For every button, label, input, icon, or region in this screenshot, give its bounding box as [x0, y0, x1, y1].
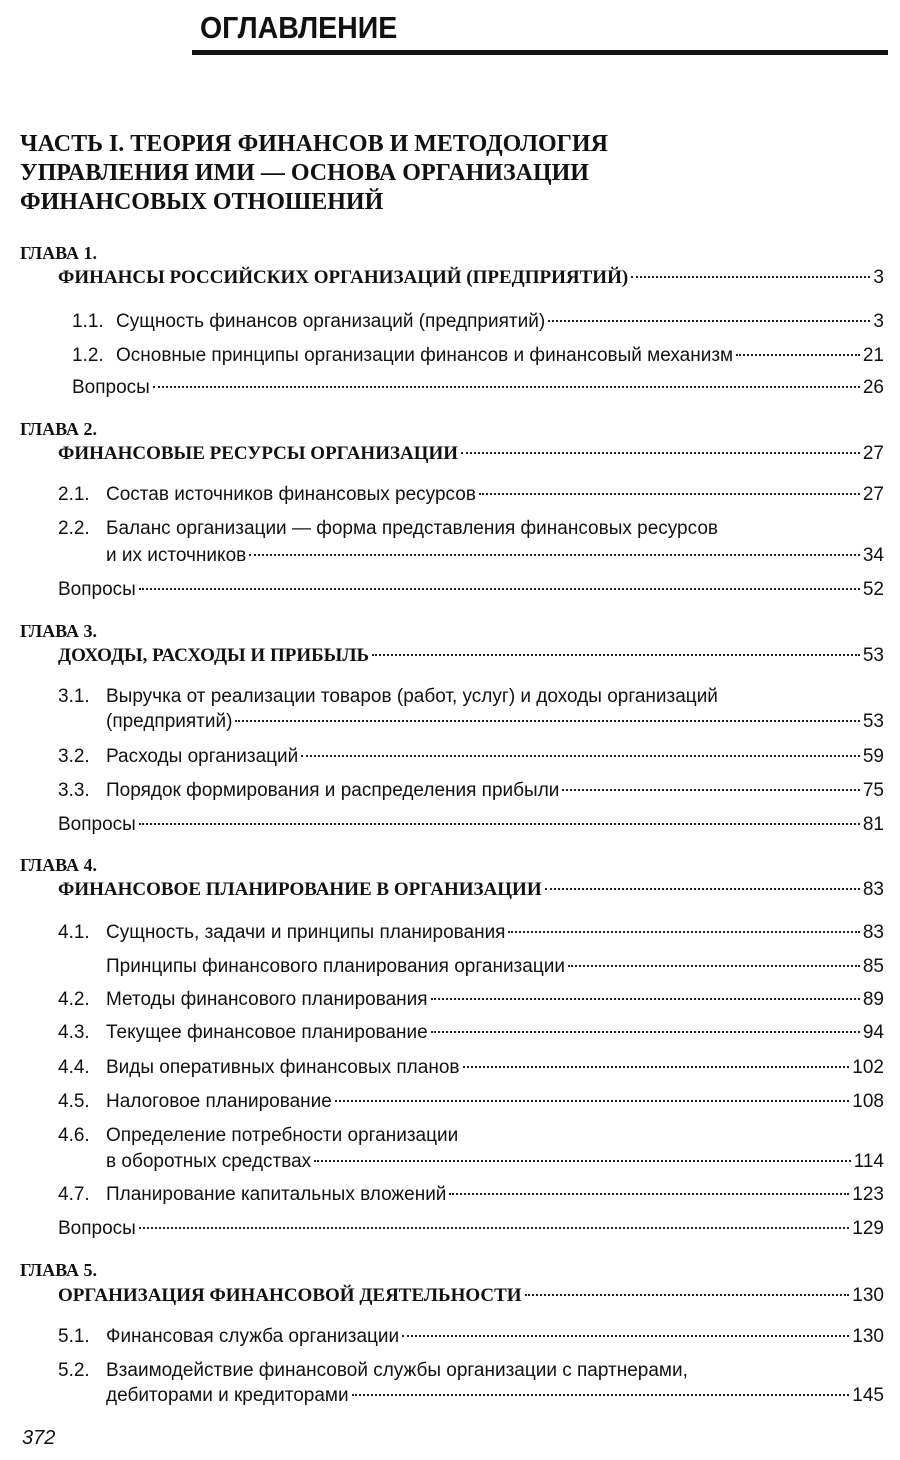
toc-entry[interactable]	[58, 578, 884, 602]
toc-entry[interactable]	[58, 483, 884, 507]
entry-number: 5.1.	[58, 1326, 90, 1347]
entry-text: в оборотных средствах	[106, 1151, 312, 1172]
entry-text: Состав источников финансовых ресурсов	[106, 484, 476, 505]
dot-leader	[631, 276, 870, 278]
entry-number: 4.5.	[58, 1091, 90, 1112]
page-ref: 3	[873, 311, 884, 332]
entry-number: 4.3.	[58, 1022, 90, 1043]
entry-text: Финансовая служба организации	[106, 1326, 400, 1347]
toc-entry[interactable]	[58, 1090, 884, 1114]
entry-text: Вопросы	[72, 377, 150, 398]
page-ref: 94	[862, 1022, 884, 1043]
entry-number: 3.3.	[58, 780, 90, 801]
entry-number: 2.1.	[58, 484, 90, 505]
page-ref: 53	[862, 711, 884, 732]
entry-text: (предприятий)	[106, 711, 233, 732]
page-ref: 123	[852, 1184, 884, 1205]
page-ref: 21	[862, 345, 884, 366]
chapter-heading[interactable]	[58, 1284, 884, 1308]
toc-entry[interactable]	[58, 779, 884, 803]
page-number: 372	[22, 1427, 56, 1449]
chapter-title: ФИНАНСОВЫЕ РЕСУРСЫ ОРГАНИЗАЦИИ	[58, 443, 459, 464]
dot-leader	[431, 998, 860, 1000]
entry-number: 2.2.	[58, 518, 90, 539]
toc-entry[interactable]	[58, 988, 884, 1012]
dot-leader	[449, 1193, 849, 1195]
page-ref: 27	[862, 443, 884, 464]
dot-leader	[235, 720, 859, 722]
part-title: ЧАСТЬ I. ТЕОРИЯ ФИНАНСОВ И МЕТОДОЛОГИЯ УПРАВЛЕНИЯ ИМИ — ОСНОВА ОРГАНИЗАЦИИ ФИНАНСОВЫХ ОТНОШЕНИЙ	[20, 131, 608, 215]
toc-entry[interactable]	[106, 544, 884, 568]
toc-entry[interactable]	[58, 1217, 884, 1241]
dot-leader	[548, 320, 870, 322]
page-ref: 102	[852, 1057, 884, 1078]
entry-number: 1.1.	[72, 311, 104, 332]
dot-leader	[736, 354, 860, 356]
dot-leader	[479, 493, 860, 495]
dot-leader	[352, 1394, 850, 1396]
entry-number: 4.1.	[58, 922, 90, 943]
dot-leader	[525, 1294, 850, 1296]
entry-text: Принципы финансового планирования организации	[106, 956, 565, 977]
entry-text: Сущность, задачи и принципы планирования	[106, 922, 506, 943]
entry-text-line1: Определение потребности организации	[106, 1125, 459, 1146]
chapter-heading[interactable]	[58, 266, 884, 290]
page-ref: 3	[873, 267, 884, 288]
page-ref: 26	[862, 377, 884, 398]
entry-number: 5.2.	[58, 1360, 90, 1381]
entry-text: Текущее финансовое планирование	[106, 1022, 428, 1043]
dot-leader	[139, 1227, 849, 1229]
entry-text: Сущность финансов организаций (предприятий)	[116, 311, 546, 332]
entry-text-line1: Взаимодействие финансовой службы организации с партнерами,	[106, 1360, 688, 1381]
entry-text: Вопросы	[58, 579, 136, 600]
page-ref: 52	[862, 579, 884, 600]
entry-number: 4.2.	[58, 989, 90, 1010]
chapter-title: ФИНАНСЫ РОССИЙСКИХ ОРГАНИЗАЦИЙ (ПРЕДПРИЯТИЙ)	[58, 267, 629, 288]
toc-entry[interactable]	[58, 745, 884, 769]
title-rule	[192, 50, 888, 55]
toc-entry[interactable]	[58, 1056, 884, 1080]
chapter-label: ГЛАВА 3.	[20, 621, 98, 641]
chapter-title: ОРГАНИЗАЦИЯ ФИНАНСОВОЙ ДЕЯТЕЛЬНОСТИ	[58, 1285, 522, 1306]
entry-text: Расходы организаций	[106, 746, 299, 767]
entry-text: Вопросы	[58, 814, 136, 835]
chapter-heading[interactable]	[58, 878, 884, 902]
chapter-label: ГЛАВА 2.	[20, 419, 98, 439]
dot-leader	[463, 1066, 850, 1068]
page-ref: 130	[852, 1326, 884, 1347]
entry-text: Порядок формирования и распределения прибыли	[106, 780, 560, 801]
chapter-label: ГЛАВА 1.	[20, 243, 98, 263]
entry-number: 3.1.	[58, 686, 90, 707]
entry-text: Вопросы	[58, 1218, 136, 1239]
dot-leader	[153, 386, 860, 388]
dot-leader	[249, 554, 860, 556]
entry-number: 4.7.	[58, 1184, 90, 1205]
entry-text: Методы финансового планирования	[106, 989, 428, 1010]
toc-entry[interactable]	[58, 921, 884, 945]
toc-entry[interactable]	[58, 1183, 884, 1207]
dot-leader	[372, 654, 860, 656]
entry-text: дебиторами и кредиторами	[106, 1385, 349, 1406]
chapter-heading[interactable]	[58, 442, 884, 466]
entry-text: и их источников	[106, 545, 247, 566]
page-title: ОГЛАВЛЕНИЕ	[200, 10, 398, 45]
dot-leader	[402, 1335, 849, 1337]
page-ref: 27	[862, 484, 884, 505]
dot-leader	[335, 1100, 849, 1102]
entry-text: Основные принципы организации финансов и финансовый механизм	[116, 345, 734, 366]
page-ref: 59	[862, 746, 884, 767]
chapter-title: ФИНАНСОВОЕ ПЛАНИРОВАНИЕ В ОРГАНИЗАЦИИ	[58, 879, 542, 900]
page-ref: 75	[862, 780, 884, 801]
entry-number: 3.2.	[58, 746, 90, 767]
toc-entry[interactable]	[72, 344, 884, 368]
toc-entry[interactable]	[58, 1325, 884, 1349]
page-ref: 129	[852, 1218, 884, 1239]
toc-entry[interactable]	[106, 710, 884, 734]
dot-leader	[314, 1160, 851, 1162]
entry-number: 4.6.	[58, 1125, 90, 1146]
dot-leader	[562, 789, 859, 791]
dot-leader	[431, 1031, 860, 1033]
entry-text: Виды оперативных финансовых планов	[106, 1057, 460, 1078]
page-ref: 83	[862, 879, 884, 900]
chapter-title: ДОХОДЫ, РАСХОДЫ И ПРИБЫЛЬ	[58, 645, 370, 666]
dot-leader	[139, 823, 860, 825]
toc-entry[interactable]	[106, 1384, 884, 1408]
entry-number: 4.4.	[58, 1057, 90, 1078]
entry-text-line1: Выручка от реализации товаров (работ, услуг) и доходы организаций	[106, 686, 718, 707]
page-ref: 53	[862, 645, 884, 666]
dot-leader	[568, 965, 860, 967]
page-ref: 81	[862, 814, 884, 835]
page-ref: 34	[862, 545, 884, 566]
toc-entry[interactable]	[106, 1150, 884, 1174]
page-ref: 85	[862, 956, 884, 977]
toc-entry[interactable]	[72, 310, 884, 334]
dot-leader	[301, 755, 860, 757]
page-ref: 83	[862, 922, 884, 943]
entry-number: 1.2.	[72, 345, 104, 366]
toc-entry[interactable]	[58, 1021, 884, 1045]
dot-leader	[461, 452, 860, 454]
dot-leader	[508, 931, 859, 933]
chapter-label: ГЛАВА 4.	[20, 855, 98, 875]
toc-entry[interactable]	[72, 376, 884, 400]
chapter-heading[interactable]	[58, 644, 884, 668]
dot-leader	[545, 888, 860, 890]
toc-entry[interactable]	[58, 955, 884, 979]
dot-leader	[139, 588, 860, 590]
page-ref: 130	[852, 1285, 884, 1306]
page-ref: 114	[853, 1151, 884, 1172]
entry-text: Налоговое планирование	[106, 1091, 332, 1112]
chapter-label: ГЛАВА 5.	[20, 1260, 98, 1280]
toc-entry[interactable]	[58, 813, 884, 837]
page-ref: 108	[852, 1091, 884, 1112]
entry-text-line1: Баланс организации — форма представления финансовых ресурсов	[106, 518, 718, 539]
page-ref: 89	[862, 989, 884, 1010]
entry-text: Планирование капитальных вложений	[106, 1184, 447, 1205]
page-ref: 145	[852, 1385, 884, 1406]
